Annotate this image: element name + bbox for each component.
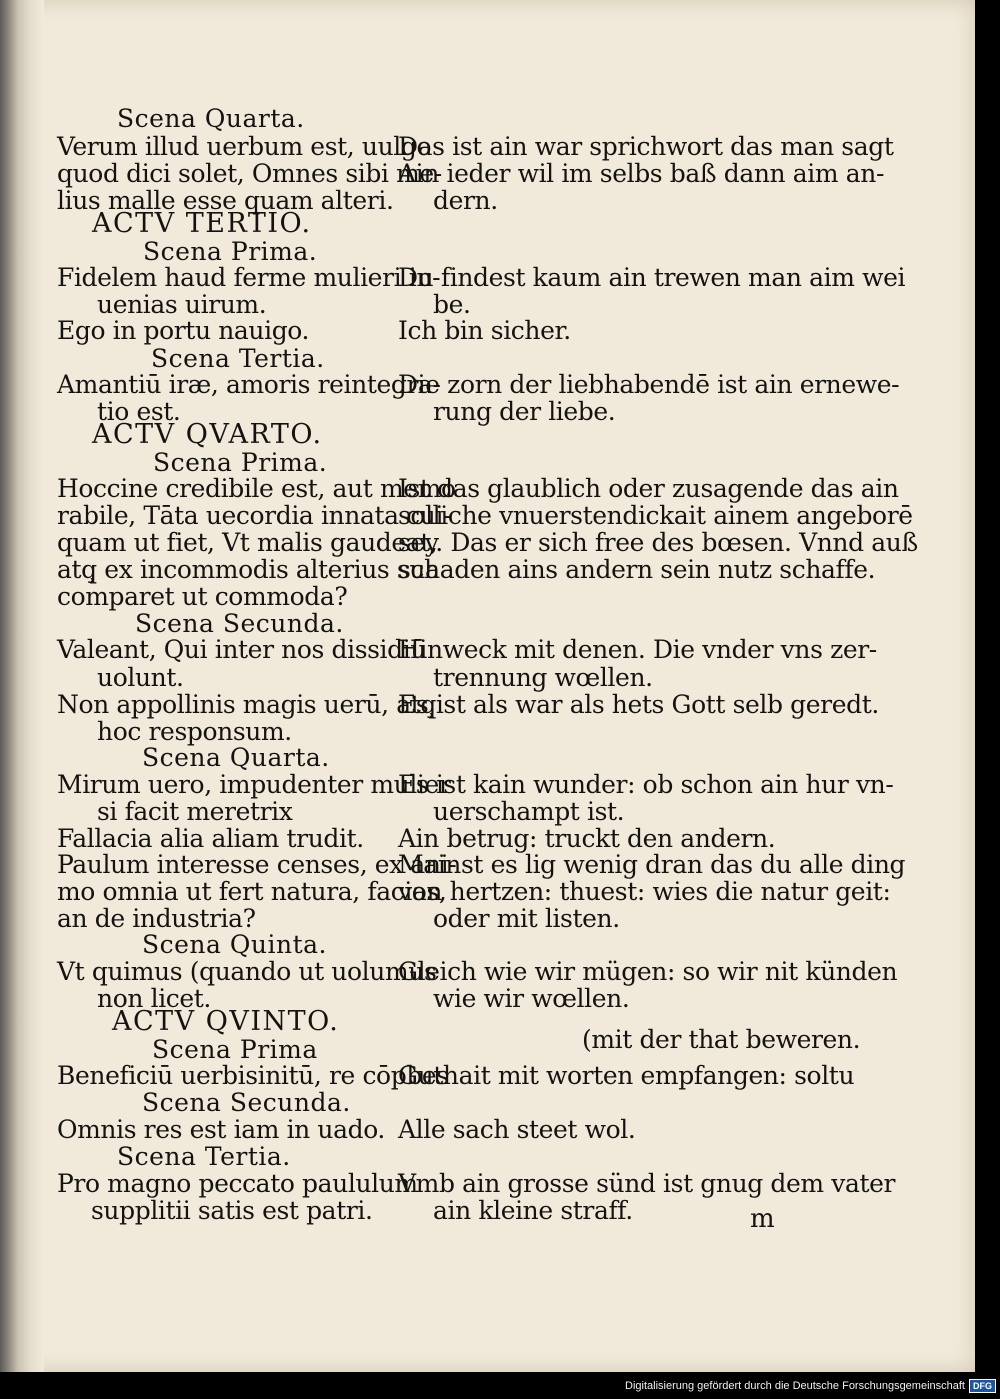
latin-line: an de industria?	[57, 904, 256, 933]
latin-line: Fallacia alia aliam trudit.	[57, 824, 364, 853]
german-line: be.	[433, 290, 471, 319]
latin-line: tio est.	[97, 397, 181, 426]
german-line: schaden ains andern sein nutz schaffe.	[398, 555, 876, 584]
scene-heading: Scena Prima.	[143, 237, 318, 266]
latin-line: lius malle esse quam alteri.	[57, 186, 394, 215]
german-line: Alle sach steet wol.	[398, 1115, 636, 1144]
signature-mark: m	[750, 1204, 775, 1234]
german-line: Du findest kaum ain trewen man aim wei	[398, 263, 906, 292]
german-line: Es ist kain wunder: ob schon ain hur vn-	[398, 770, 894, 799]
latin-line: atq̧ ex incommodis alterius sua	[57, 555, 440, 584]
german-line: dern.	[433, 186, 498, 215]
latin-line: Paulum interesse censes, ex ani-	[57, 850, 457, 879]
latin-line: si facit meretrix	[97, 797, 293, 826]
latin-line: Pro magno peccato paululum	[57, 1169, 418, 1198]
latin-line: Fidelem haud ferme mulieri in-	[57, 263, 441, 292]
latin-line: Vt quimus (quando ut uolumus	[57, 957, 437, 986]
latin-line: Mirum uero, impudenter mulier	[57, 770, 451, 799]
scene-heading: Scena Quarta.	[117, 104, 305, 133]
scene-heading: Scena Tertia.	[117, 1142, 291, 1171]
german-line: uerschampt ist.	[433, 797, 625, 826]
act-title: ACTV TERTIO.	[92, 208, 312, 239]
latin-line: Hoccine credibile est, aut memo	[57, 474, 456, 503]
footer-bar	[625, 1377, 996, 1395]
german-line: Ist das glaublich oder zusagende das ain	[398, 474, 899, 503]
german-line: Hinweck mit denen. Die vnder vns zer-	[398, 635, 877, 664]
act-title: ACTV QVINTO.	[112, 1006, 340, 1037]
latin-line: Non appollinis magis uerū, atq̧	[57, 690, 436, 719]
german-line: Mainst es lig wenig dran das du alle ding	[398, 850, 906, 879]
scene-heading: Scena Quinta.	[142, 930, 327, 959]
latin-line: quod dici solet, Omnes sibi me-	[57, 159, 442, 188]
german-line: Ain betrug: truckt den andern.	[398, 824, 776, 853]
latin-line: uenias uirum.	[97, 290, 267, 319]
german-line: (mit der that beweren.	[582, 1025, 861, 1054]
latin-line: quam ut fiet, Vt malis gaudeat,	[57, 528, 438, 557]
latin-line: Omnis res est iam in uado.	[57, 1115, 385, 1144]
german-line: rung der liebe.	[433, 397, 616, 426]
german-line: Guthait mit worten empfangen: soltu	[398, 1061, 855, 1090]
scene-heading: Scena Prima.	[153, 448, 328, 477]
german-line: von hertzen: thuest: wies die natur geit:	[398, 877, 891, 906]
scene-heading: Scena Secunda.	[135, 609, 344, 638]
latin-line: rabile, Tāta uecordia innata cui-	[57, 501, 452, 530]
german-line: Die zorn der liebhabendē ist ain ernewe-	[398, 370, 900, 399]
latin-line: Verum illud uerbum est, uulgo	[57, 132, 432, 161]
scene-heading: Scena Tertia.	[151, 344, 325, 373]
latin-line: mo omnia ut fert natura, facias,	[57, 877, 447, 906]
latin-line: supplitii satis est patri.	[91, 1196, 373, 1225]
dfg-logo: DFG	[969, 1379, 996, 1393]
german-line: solliche vnuerstendickait ainem angeborē	[398, 501, 913, 530]
german-line: ain kleine straff.	[433, 1196, 633, 1225]
german-line: Gleich wie wir mügen: so wir nit künden	[398, 957, 898, 986]
footer-credit: Digitalisierung gefördert durch die Deutsche Forschungsgemeinschaft	[625, 1380, 965, 1392]
german-line: Es ist als war als hets Gott selb geredt.	[398, 690, 879, 719]
latin-line: hoc responsum.	[97, 717, 292, 746]
act-title: ACTV QVARTO.	[92, 419, 323, 450]
german-line: Vmb ain grosse sünd ist gnug dem vater	[398, 1169, 896, 1198]
german-line: sey. Das er sich free des bœsen. Vnnd auß	[398, 528, 918, 557]
latin-line: Ego in portu nauigo.	[57, 316, 310, 345]
german-line: Ain ieder wil im selbs baß dann aim an-	[398, 159, 884, 188]
latin-line: Beneficiū uerbisinitū, re cōpbes	[57, 1061, 449, 1090]
latin-line: comparet ut commoda?	[57, 582, 348, 611]
scene-heading: Scena Quarta.	[142, 743, 330, 772]
latin-line: uolunt.	[97, 663, 184, 692]
german-line: oder mit listen.	[433, 904, 620, 933]
latin-line: Amantiū iræ, amoris reintegra-	[57, 370, 441, 399]
scene-heading: Scena Secunda.	[142, 1088, 351, 1117]
german-line: wie wir wœllen.	[433, 984, 630, 1013]
latin-line: Valeant, Qui inter nos dissidiū	[57, 635, 427, 664]
german-line: Ich bin sicher.	[398, 316, 571, 345]
latin-line: non licet.	[97, 984, 211, 1013]
german-line: Das ist ain war sprichwort das man sagt	[398, 132, 894, 161]
scene-heading: Scena Prima	[152, 1035, 318, 1064]
german-line: trennung wœllen.	[433, 663, 653, 692]
page-gutter-shadow	[0, 0, 44, 1372]
